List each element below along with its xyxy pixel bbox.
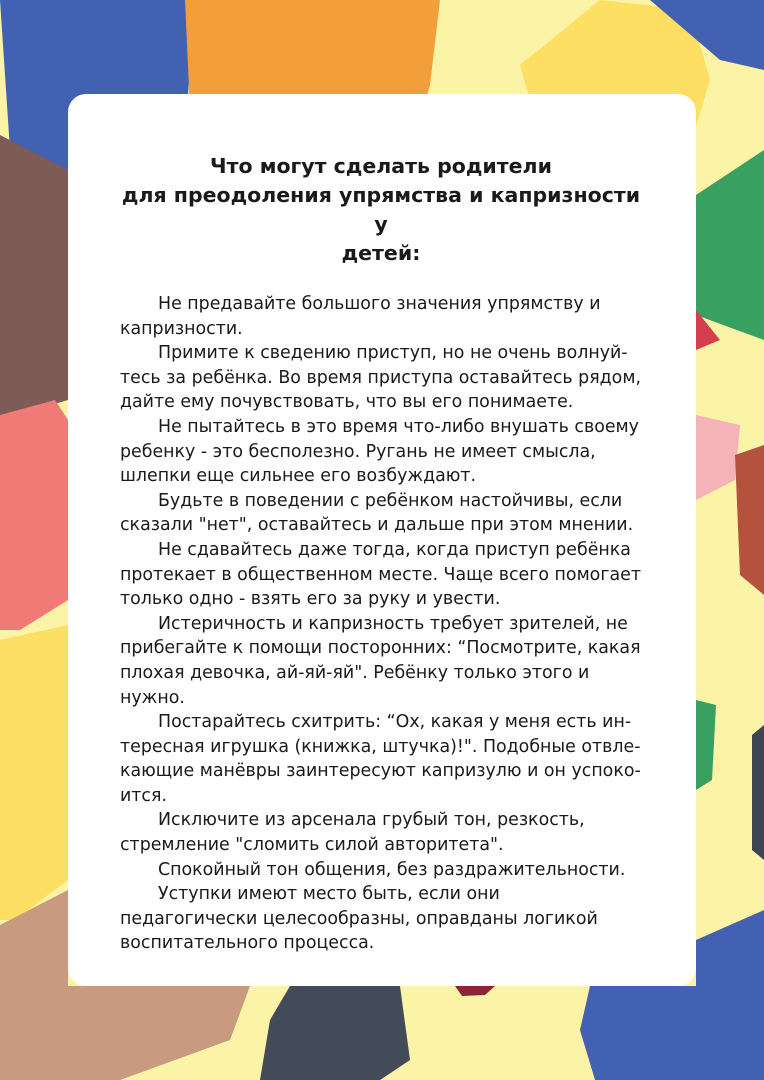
advice-paragraph-2: Примите к сведению приступ, но не очень волнуй-тесь за ребёнка. Во время приступа оставайтесь рядом, дайте ему почувствовать, что вы его понимаете. [120,343,641,413]
title-line-1: Что могут сделать родители [210,154,552,178]
page-title [120,152,642,268]
title-line-2: для преодоления упрямства и капризности у [121,183,641,236]
bg-shape-dark-right [752,725,764,860]
advice-paragraph-1: Не предавайте большого значения упрямству и капризности. [120,294,601,339]
bg-shape-coral-left [0,400,68,630]
advice-paragraph-10: Уступки имеют место быть, если они педагогически целесообразны, оправданы логикой воспитательного процесса. [120,884,598,954]
title-line-3: детей: [341,241,421,265]
advice-paragraph-8: Исключите из арсенала грубый тон, резкость, стремление "сломить силой авторитета". [120,810,585,856]
advice-paragraph-7: Постарайтесь схитрить: “Ох, какая у меня есть ин-тересная игрушка (книжка, штучка)!". Подобные отвле-кающие манёвры заинтересуют капризулю и он успоко-ится. [120,712,641,806]
bg-shape-dark-bottom [260,986,410,1080]
advice-paragraph-5: Не сдавайтесь даже тогда, когда приступ ребёнка протекает в общественном месте. Чаще всего помогает только одно - взять его за руку и увести. [120,539,641,610]
info-card [68,94,696,986]
bg-shape-yellow-left [0,625,68,920]
advice-paragraph-3: Не пытайтесь в это время что-либо внушать своему ребенку - это бесполезно. Ругань не имеет смысла, шлепки еще сильнее его возбуждают. [120,416,639,487]
advice-paragraph-6: Истеричность и капризность требует зрителей, не прибегайте к помощи посторонних: “Посмотрите, какая плохая девочка, ай-яй-яй". Ребёнку только этого и нужно. [120,613,641,708]
advice-paragraph-9: Спокойный тон общения, без раздражительности. [158,859,626,880]
advice-paragraph-4: Будьте в поведении с ребёнком настойчивы, если сказали "нет", оставайтесь и дальше при этом мнении. [120,490,634,536]
bg-shape-brown-left [0,135,68,420]
advice-list [120,292,642,956]
